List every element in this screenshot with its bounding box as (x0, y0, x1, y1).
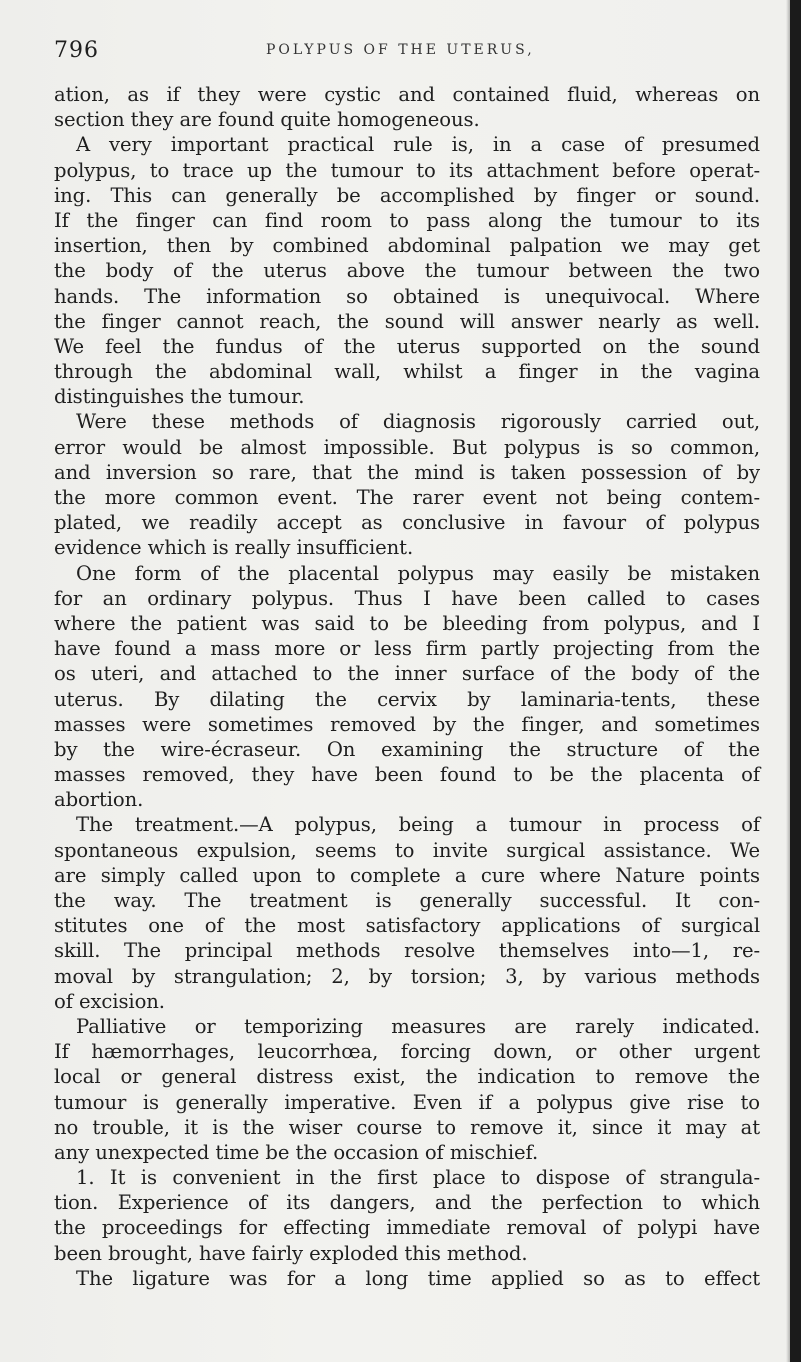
text-line: We feel the fundus of the uterus supported on the sound (54, 334, 760, 358)
text-line: If hæmorrhages, leucorrhœa, forcing down, or other urgent (54, 1040, 760, 1064)
text-line: been brought, have fairly exploded this method. (54, 1241, 528, 1265)
text-line: distinguishes the tumour. (54, 385, 305, 409)
text-line: error would be almost impossible. But polypus is so common, (54, 435, 760, 459)
text-line: and inversion so rare, that the mind is taken possession of by (54, 460, 760, 484)
text-line: no trouble, it is the wiser course to remove it, since it may at (54, 1115, 760, 1139)
text-line: abortion. (54, 788, 144, 812)
text-line: Palliative or temporizing measures are rarely indicated. (76, 1014, 760, 1038)
text-line: masses removed, they have been found to be the placenta of (54, 763, 760, 787)
text-line: os uteri, and attached to the inner surface of the body of the (54, 662, 760, 686)
text-line: The ligature was for a long time applied so as to effect (76, 1266, 760, 1290)
text-line: by the wire-écraseur. On examining the structure of the (54, 737, 760, 761)
text-line: the proceedings for effecting immediate removal of polypi have (54, 1216, 760, 1240)
text-line: have found a mass more or less firm partly projecting from the (54, 637, 760, 661)
page-number: 796 (54, 38, 99, 63)
text-line: through the abdominal wall, whilst a finger in the vagina (54, 360, 760, 384)
text-line: local or general distress exist, the indication to remove the (54, 1065, 760, 1089)
text-line: the finger cannot reach, the sound will answer nearly as well. (54, 309, 760, 333)
text-line: section they are found quite homogeneous. (54, 108, 480, 132)
text-line: are simply called upon to complete a cure where Nature points (54, 863, 760, 887)
text-line: skill. The principal methods resolve themselves into—1, re- (54, 939, 760, 963)
page-edge-shadow (790, 0, 801, 1362)
text-line: The treatment.—A polypus, being a tumour in process of (76, 813, 760, 837)
text-line: 1. It is convenient in the first place to dispose of strangula- (76, 1166, 760, 1190)
page-header (54, 38, 744, 68)
text-line: evidence which is really insufficient. (54, 536, 414, 560)
text-line: tion. Experience of its dangers, and the perfection to which (54, 1191, 760, 1215)
running-head: POLYPUS OF THE UTERUS, (266, 42, 535, 58)
text-line: the way. The treatment is generally successful. It con- (54, 889, 760, 912)
text-line: of excision. (54, 989, 165, 1013)
text-line: Were these methods of diagnosis rigorously carried out, (76, 410, 760, 434)
text-line: for an ordinary polypus. Thus I have been called to cases (54, 586, 760, 610)
text-line: plated, we readily accept as conclusive in favour of polypus (54, 511, 760, 535)
text-line: tumour is generally imperative. Even if a polypus give rise to (54, 1090, 760, 1114)
text-line: any unexpected time be the occasion of mischief. (54, 1140, 539, 1164)
text-line: uterus. By dilating the cervix by laminaria-tents, these (54, 687, 760, 711)
text-line: moval by strangulation; 2, by torsion; 3, by various methods (54, 964, 760, 988)
text-line: insertion, then by combined abdominal palpation we may get (54, 234, 760, 258)
text-line: ation, as if they were cystic and contained fluid, whereas on (54, 83, 760, 106)
text-line: hands. The information so obtained is unequivocal. Where (54, 284, 760, 308)
text-line: spontaneous expulsion, seems to invite surgical assistance. We (54, 838, 760, 862)
text-line: where the patient was said to be bleeding from polypus, and I (54, 611, 760, 635)
text-line: polypus, to trace up the tumour to its attachment before operat- (54, 158, 760, 182)
text-line: One form of the placental polypus may easily be mistaken (76, 561, 760, 585)
text-line: stitutes one of the most satisfactory applications of surgical (54, 914, 760, 938)
text-line: If the finger can find room to pass along the tumour to its (54, 208, 760, 232)
text-line: ing. This can generally be accomplished by finger or sound. (54, 183, 760, 207)
text-line: the more common event. The rarer event not being contem- (54, 486, 760, 509)
body-text (54, 82, 760, 1291)
text-line: A very important practical rule is, in a case of presumed (76, 133, 760, 157)
text-line: masses were sometimes removed by the finger, and sometimes (54, 712, 760, 736)
text-line: the body of the uterus above the tumour between the two (54, 259, 760, 283)
